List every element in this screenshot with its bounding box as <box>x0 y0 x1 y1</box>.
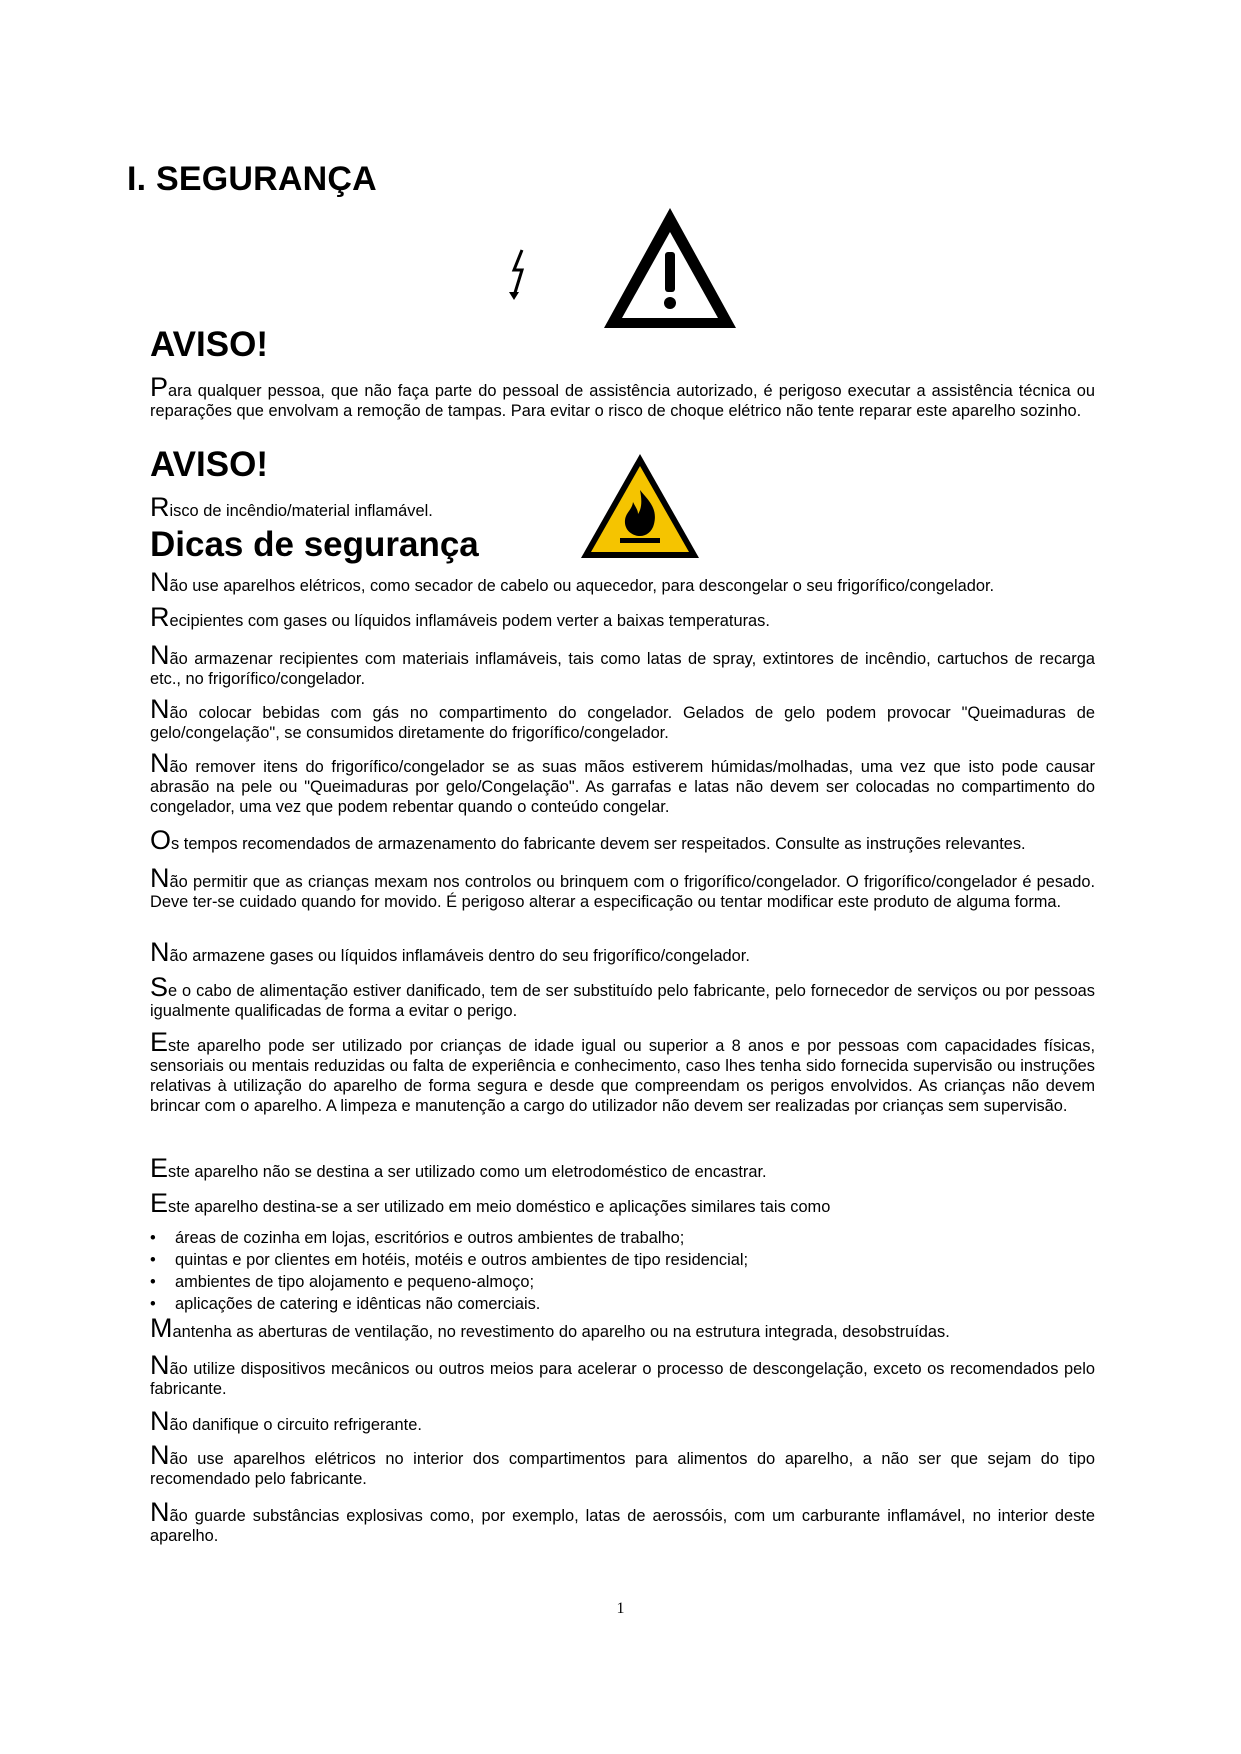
tip-text: ão danifique o circuito refrigerante. <box>169 1416 422 1434</box>
page-number: 1 <box>616 1600 625 1617</box>
drop-initial: R <box>150 492 170 522</box>
drop-initial: N <box>150 937 170 967</box>
tip-item <box>150 937 1095 967</box>
usage-bullet-list <box>150 1227 748 1315</box>
tip-text: s tempos recomendados de armazenamento do fabricante devem ser respeitados. Consulte as instruções relevantes. <box>171 835 1026 853</box>
drop-initial: N <box>150 1350 170 1380</box>
tip-item <box>150 1497 1095 1546</box>
drop-initial: P <box>150 372 169 402</box>
tip-item <box>150 1406 1095 1436</box>
tip-text: ão colocar bebidas com gás no compartimento do congelador. Gelados de gelo podem provocar "Queimaduras de gelo/congelação", se consumidos diretamente do frigorífico/congelador. <box>150 704 1095 742</box>
tip-text: ão use aparelhos elétricos no interior dos compartimentos para alimentos do aparelho, a não ser que sejam do tipo recomendado pelo fabricante. <box>150 1450 1095 1488</box>
list-item: • quintas e por clientes em hotéis, motéis e outros ambientes de tipo residencial; <box>150 1249 748 1271</box>
tip-text: ão remover itens do frigorífico/congelador se as suas mãos estiverem húmidas/molhadas, uma vez que isto pode causar abrasão na pele ou "Queimaduras por gelo/Congelação". As garrafas e latas não devem ser colocadas no compartimento do congelador, uma vez que podem rebentar quando o conteúdo congelar. <box>150 758 1095 816</box>
drop-initial: N <box>150 694 170 724</box>
tip-text: ão utilize dispositivos mecânicos ou outros meios para acelerar o processo de descongelação, exceto os recomendados pelo fabricante. <box>150 1360 1095 1398</box>
tip-item <box>150 602 1095 632</box>
drop-initial: E <box>150 1188 169 1218</box>
drop-initial: N <box>150 748 170 778</box>
safety-tips-title: Dicas de segurança <box>150 525 479 564</box>
list-item: • aplicações de catering e idênticas não comerciais. <box>150 1293 748 1315</box>
drop-initial: N <box>150 1406 170 1436</box>
tip-text: ão permitir que as crianças mexam nos controlos ou brinquem com o frigorífico/congelador. O frigorífico/congelador é pesado. Deve ter-se cuidado quando for movido. É perigoso alterar a especificação ou tentar modificar este produto de alguma forma. <box>150 873 1095 911</box>
tip-item <box>150 1440 1095 1489</box>
tip-text: ste aparelho destina-se a ser utilizado em meio doméstico e aplicações similares tais como <box>168 1198 831 1216</box>
tip-item <box>150 640 1095 689</box>
drop-initial: S <box>150 972 169 1002</box>
tip-item <box>150 1027 1095 1116</box>
tip-text: ão armazenar recipientes com materiais inflamáveis, tais como latas de spray, extintores de incêndio, cartuchos de recarga etc., no frigorífico/congelador. <box>150 650 1095 688</box>
warning-body: ara qualquer pessoa, que não faça parte do pessoal de assistência autorizado, é perigoso executar a assistência técnica ou reparações que envolvam a remoção de tampas. Para evitar o risco de choque elétrico não tente reparar este aparelho sozinho. <box>150 382 1095 420</box>
lightning-bolt-icon <box>509 250 522 300</box>
warning-text-1 <box>150 372 1095 421</box>
tip-text: e o cabo de alimentação estiver danificado, tem de ser substituído pelo fabricante, pelo fornecedor de serviços ou por pessoas igualmente qualificadas de forma a evitar o perigo. <box>150 982 1095 1020</box>
tip-item <box>150 1188 1095 1218</box>
drop-initial: R <box>150 602 170 632</box>
tip-item <box>150 1350 1095 1399</box>
tip-item <box>150 1153 1095 1183</box>
tip-item <box>150 567 1095 597</box>
list-item: • ambientes de tipo alojamento e pequeno-almoço; <box>150 1271 748 1293</box>
tip-text: ão use aparelhos elétricos, como secador de cabelo ou aquecedor, para descongelar o seu frigorífico/congelador. <box>169 577 995 595</box>
drop-initial: N <box>150 1497 170 1527</box>
tip-item <box>150 1313 1095 1343</box>
tip-text: ão guarde substâncias explosivas como, por exemplo, latas de aerossóis, com um carburante inflamável, no interior deste aparelho. <box>150 1507 1095 1545</box>
tip-item <box>150 748 1095 817</box>
tip-item <box>150 972 1095 1021</box>
tip-item <box>150 694 1095 743</box>
drop-initial: N <box>150 863 170 893</box>
drop-initial: N <box>150 640 170 670</box>
section-title: I. SEGURANÇA <box>127 160 377 198</box>
drop-initial: E <box>150 1027 169 1057</box>
drop-initial: O <box>150 825 172 855</box>
drop-initial: M <box>150 1313 173 1343</box>
exclamation-triangle-icon <box>604 208 736 328</box>
tip-text: ste aparelho não se destina a ser utilizado como um eletrodoméstico de encastrar. <box>168 1163 767 1181</box>
drop-initial: N <box>150 1440 170 1470</box>
list-item: • áreas de cozinha em lojas, escritórios e outros ambientes de trabalho; <box>150 1227 748 1249</box>
tip-text: ecipientes com gases ou líquidos inflamáveis podem verter a baixas temperaturas. <box>169 612 770 630</box>
drop-initial: N <box>150 567 170 597</box>
warning-title-1: AVISO! <box>150 325 268 364</box>
warning-body: isco de incêndio/material inflamável. <box>169 502 433 520</box>
flammable-warning-icon <box>578 450 703 562</box>
drop-initial: E <box>150 1153 169 1183</box>
warning-title-2: AVISO! <box>150 445 268 484</box>
tip-text: ste aparelho pode ser utilizado por crianças de idade igual ou superior a 8 anos e por pessoas com capacidades físicas, sensoriais ou mentais reduzidas ou falta de experiência e conhecimento, caso lhes tenha sido fornecida supervisão ou instruções relativas à utilização do aparelho de forma segura e desde que compreendam os perigos envolvidos. As crianças não devem brincar com o aparelho. A limpeza e manutenção a cargo do utilizador não devem ser realizadas por crianças sem supervisão. <box>150 1037 1095 1115</box>
tip-item <box>150 863 1095 912</box>
tip-text: ão armazene gases ou líquidos inflamáveis dentro do seu frigorífico/congelador. <box>169 947 750 965</box>
tip-text: antenha as aberturas de ventilação, no revestimento do aparelho ou na estrutura integrada, desobstruídas. <box>172 1323 950 1341</box>
tip-item <box>150 825 1095 855</box>
warning-symbols <box>500 200 750 335</box>
